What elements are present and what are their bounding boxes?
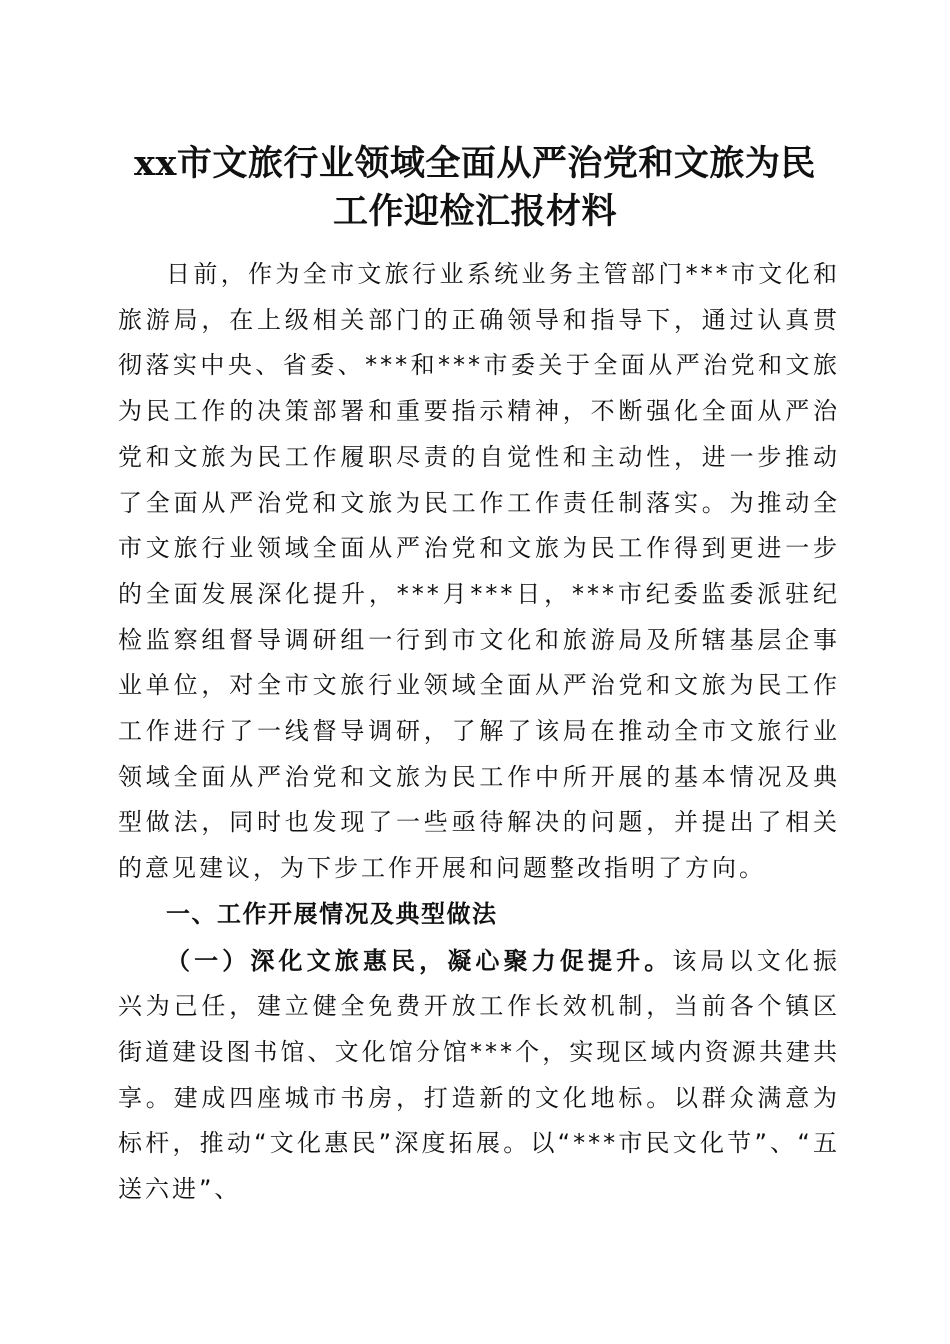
section-heading-1: 一、工作开展情况及典型做法 — [166, 899, 498, 928]
document-body — [118, 252, 840, 1213]
document-title — [60, 140, 890, 236]
document-title-line-1: xx市文旅行业领域全面从严治党和文旅为民 — [134, 143, 816, 184]
subsection-lead-1: （一）深化文旅惠民，凝心聚力促提升。 — [166, 945, 673, 975]
subsection-body-1: 该局以文化振兴为己任，建立健全免费开放工作长效机制，当前各个镇区街道建设图书馆、文化馆分馆***个，实现区域内资源共建共享。建成四座城市书房，打造新的文化地标。以群众满意为标杆，推动“文化惠民”深度拓展。以“***市民文化节”、“五送六进”、 — [118, 946, 841, 1204]
subsection-paragraph-1 — [118, 938, 840, 1213]
document-title-line-2: 工作迎检汇报材料 — [332, 191, 617, 232]
intro-paragraph: 日前，作为全市文旅行业系统业务主管部门***市文化和旅游局，在上级相关部门的正确领导和指导下，通过认真贯彻落实中央、省委、***和***市委关于全面从严治党和文旅为民工作的决策部署和重要指示精神，不断强化全面从严治党和文旅为民工作履职尽责的自觉性和主动性，进一步推动了全面从严治党和文旅为民工作工作责任制落实。为推动全市文旅行业领域全面从严治党和文旅为民工作得到更进一步的全面发展深化提升，***月***日，***市纪委监委派驻纪检监察组督导调研组一行到市文化和旅游局及所辖基层企事业单位，对全市文旅行业领域全面从严治党和文旅为民工作工作进行了一线督导调研，了解了该局在推动全市文旅行业领域全面从严治党和文旅为民工作中所开展的基本情况及典型做法，同时也发现了一些亟待解决的问题，并提出了相关的意见建议，为下步工作开展和问题整改指明了方向。 — [118, 260, 840, 883]
